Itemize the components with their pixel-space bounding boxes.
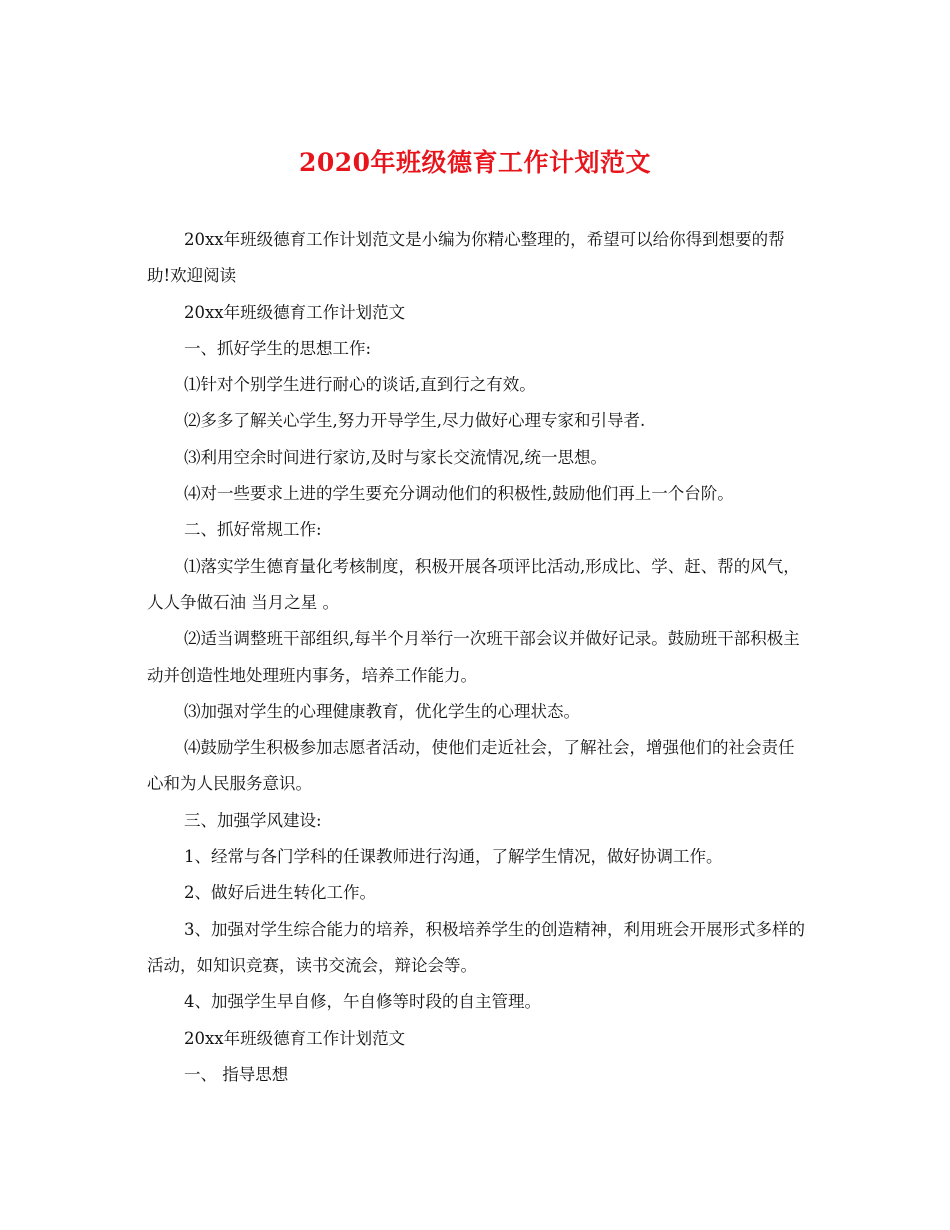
list-item: ⑴针对个别学生进行耐心的谈话,直到行之有效。 [184, 375, 536, 395]
section-heading: 20xx年班级德育工作计划范文 [184, 302, 406, 322]
item-heading: 三、加强学风建设: [184, 810, 322, 830]
list-item: 4、加强学生早自修，午自修等时段的自主管理。 [184, 992, 541, 1012]
section-heading: 20xx年班级德育工作计划范文 [184, 1028, 406, 1048]
list-item: 3、加强对学生综合能力的培养，积极培养学生的创造精神，利用班会开展形式多样的活动，如知识竞赛，读书交流会，辩论会等。 [147, 919, 805, 975]
document-title: 2020年班级德育工作计划范文 [298, 148, 652, 177]
list-item: ⑶加强对学生的心理健康教育，优化学生的心理状态。 [184, 701, 580, 721]
list-item: 2、做好后进生转化工作。 [184, 883, 376, 903]
list-item: 1、经常与各门学科的任课教师进行沟通，了解学生情况，做好协调工作。 [184, 847, 723, 867]
list-item: ⑷鼓励学生积极参加志愿者活动，使他们走近社会，了解社会，增强他们的社会责任心和为人民服务意识。 [147, 738, 795, 794]
list-item: ⑵多多了解关心学生,努力开导学生,尽力做好心理专家和引导者. [184, 411, 646, 431]
item-heading: 二、抓好常规工作: [184, 520, 322, 540]
document-body [147, 222, 807, 1093]
list-item: ⑷对一些要求上进的学生要充分调动他们的积极性,鼓励他们再上一个台阶。 [184, 484, 734, 504]
list-item: ⑵适当调整班干部组织,每半个月举行一次班干部会议并做好记录。鼓励班干部积极主动并创造性地处理班内事务，培养工作能力。 [147, 629, 800, 685]
intro-paragraph: 20xx年班级德育工作计划范文是小编为你精心整理的，希望可以给你得到想要的帮助!欢迎阅读 [147, 230, 785, 286]
list-item: ⑶利用空余时间进行家访,及时与家长交流情况,统一思想。 [184, 447, 607, 467]
item-heading: 一、 指导思想 [184, 1064, 289, 1084]
list-item: ⑴落实学生德育量化考核制度，积极开展各项评比活动,形成比、学、赶、帮的风气，人人争做石油 当月之星 。 [147, 556, 800, 612]
item-heading: 一、抓好学生的思想工作: [184, 338, 372, 358]
